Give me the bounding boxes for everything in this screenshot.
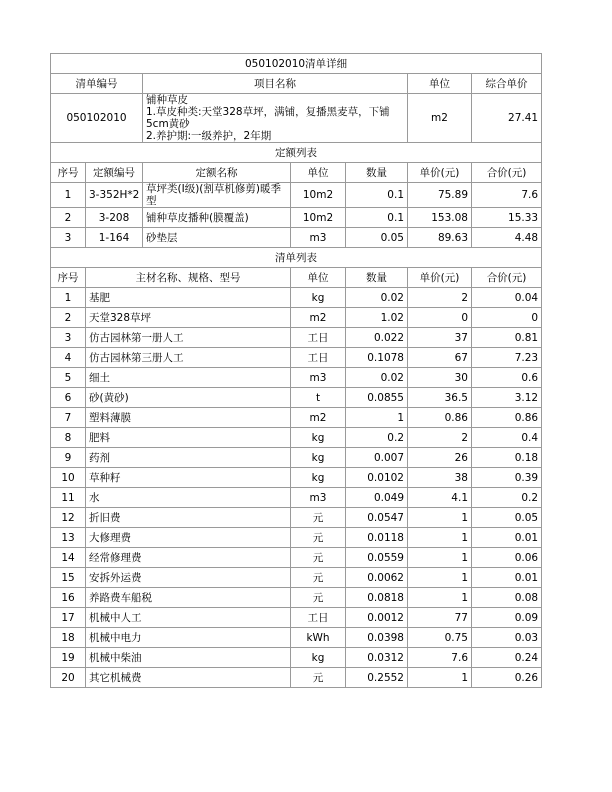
material-price: 1 [408,548,472,568]
quota-no: 1 [51,183,86,208]
material-no: 9 [51,448,86,468]
quota-total: 7.6 [472,183,542,208]
material-row [51,548,542,568]
material-total: 0.39 [472,468,542,488]
quota-no-header: 序号 [51,163,86,183]
material-name: 机械中柴油 [86,648,291,668]
material-price: 2 [408,288,472,308]
quota-name: 砂垫层 [143,228,291,248]
quota-total: 15.33 [472,208,542,228]
quota-code: 3-208 [86,208,143,228]
material-unit: 工日 [291,348,346,368]
bill-name-line: 2.养护期:一级养护，2年期 [146,130,272,142]
material-unit: t [291,388,346,408]
material-name: 大修理费 [86,528,291,548]
material-unit: 元 [291,668,346,688]
material-name: 草种籽 [86,468,291,488]
material-price: 77 [408,608,472,628]
material-no: 15 [51,568,86,588]
material-qty-header: 数量 [346,268,408,288]
material-name: 基肥 [86,288,291,308]
material-unit: m2 [291,408,346,428]
material-unit: kg [291,428,346,448]
material-row [51,608,542,628]
material-total: 0.18 [472,448,542,468]
material-unit: 工日 [291,328,346,348]
material-name-header: 主材名称、规格、型号 [86,268,291,288]
material-price: 4.1 [408,488,472,508]
material-name: 仿古园林第三册人工 [86,348,291,368]
material-qty: 0.0855 [346,388,408,408]
bill-unit-header: 单位 [408,74,472,94]
material-name: 水 [86,488,291,508]
material-price: 30 [408,368,472,388]
quota-unit: 10m2 [291,183,346,208]
bill-name [143,94,408,143]
quota-qty: 0.1 [346,208,408,228]
material-total: 0.06 [472,548,542,568]
material-qty: 1 [346,408,408,428]
quota-qty-header: 数量 [346,163,408,183]
material-name: 机械中电力 [86,628,291,648]
material-total: 0.08 [472,588,542,608]
material-price: 67 [408,348,472,368]
material-total: 0.05 [472,508,542,528]
material-total: 3.12 [472,388,542,408]
material-rows [51,288,542,688]
material-row [51,308,542,328]
material-unit: 元 [291,588,346,608]
material-no: 10 [51,468,86,488]
material-total: 7.23 [472,348,542,368]
material-qty: 0.2552 [346,668,408,688]
material-no: 8 [51,428,86,448]
quota-price: 89.63 [408,228,472,248]
bill-header-row [51,74,542,94]
material-qty: 0.0312 [346,648,408,668]
material-section-row [51,248,542,268]
material-name: 折旧费 [86,508,291,528]
quota-code: 3-352H*2 [86,183,143,208]
material-total: 0.26 [472,668,542,688]
material-no: 11 [51,488,86,508]
material-unit: 元 [291,548,346,568]
quota-row [51,183,542,208]
bill-row [51,94,542,143]
quota-name-header: 定额名称 [143,163,291,183]
quota-qty: 0.05 [346,228,408,248]
material-qty: 0.1078 [346,348,408,368]
material-no: 18 [51,628,86,648]
material-total: 0.2 [472,488,542,508]
material-name: 其它机械费 [86,668,291,688]
quota-row [51,228,542,248]
material-name: 养路费车船税 [86,588,291,608]
material-total: 0.01 [472,568,542,588]
material-qty: 0.0102 [346,468,408,488]
quota-unit: m3 [291,228,346,248]
material-total: 0 [472,308,542,328]
material-qty: 0.0559 [346,548,408,568]
quota-code-header: 定额编号 [86,163,143,183]
material-price: 0.75 [408,628,472,648]
material-price: 0.86 [408,408,472,428]
quota-name: 草坪类(I级)(割草机修剪)暖季型 [143,183,291,208]
material-price: 37 [408,328,472,348]
material-no: 3 [51,328,86,348]
material-unit: kg [291,648,346,668]
material-section-title: 清单列表 [51,248,542,268]
material-name: 仿古园林第一册人工 [86,328,291,348]
material-no-header: 序号 [51,268,86,288]
material-total-header: 合价(元) [472,268,542,288]
material-row [51,668,542,688]
quota-unit-header: 单位 [291,163,346,183]
quota-no: 2 [51,208,86,228]
material-price: 7.6 [408,648,472,668]
bill-code-header: 清单编号 [51,74,143,94]
material-row [51,388,542,408]
quota-section-title: 定额列表 [51,143,542,163]
title-row [51,54,542,74]
material-unit: kWh [291,628,346,648]
material-no: 13 [51,528,86,548]
material-unit-header: 单位 [291,268,346,288]
material-row [51,628,542,648]
material-qty: 0.0398 [346,628,408,648]
bill-price-header: 综合单价 [472,74,542,94]
quota-price-header: 单价(元) [408,163,472,183]
material-qty: 0.0818 [346,588,408,608]
material-no: 1 [51,288,86,308]
material-no: 6 [51,388,86,408]
material-unit: kg [291,468,346,488]
quota-price: 75.89 [408,183,472,208]
material-name: 塑料薄膜 [86,408,291,428]
material-row [51,348,542,368]
material-unit: m3 [291,488,346,508]
material-row [51,448,542,468]
material-qty: 0.022 [346,328,408,348]
material-row [51,488,542,508]
material-total: 0.81 [472,328,542,348]
material-qty: 0.02 [346,368,408,388]
quota-name: 铺种草皮播种(膜覆盖) [143,208,291,228]
material-row [51,328,542,348]
material-qty: 0.0547 [346,508,408,528]
quota-section-row [51,143,542,163]
material-total: 0.09 [472,608,542,628]
material-qty: 0.2 [346,428,408,448]
material-no: 2 [51,308,86,328]
material-qty: 0.02 [346,288,408,308]
material-name: 细土 [86,368,291,388]
material-no: 14 [51,548,86,568]
material-price-header: 单价(元) [408,268,472,288]
material-price: 36.5 [408,388,472,408]
material-unit: m3 [291,368,346,388]
material-name: 经常修理费 [86,548,291,568]
bill-detail-table [50,53,542,688]
material-price: 1 [408,528,472,548]
material-no: 20 [51,668,86,688]
quota-price: 153.08 [408,208,472,228]
material-name: 机械中人工 [86,608,291,628]
material-unit: 元 [291,568,346,588]
quota-header-row [51,163,542,183]
material-price: 1 [408,568,472,588]
material-qty: 0.0118 [346,528,408,548]
bill-unit: m2 [408,94,472,143]
material-no: 4 [51,348,86,368]
material-no: 19 [51,648,86,668]
material-unit: 工日 [291,608,346,628]
quota-unit: 10m2 [291,208,346,228]
material-total: 0.04 [472,288,542,308]
quota-total: 4.48 [472,228,542,248]
material-price: 2 [408,428,472,448]
material-name: 安拆外运费 [86,568,291,588]
material-total: 0.03 [472,628,542,648]
material-qty: 1.02 [346,308,408,328]
material-unit: 元 [291,508,346,528]
material-price: 26 [408,448,472,468]
material-qty: 0.007 [346,448,408,468]
material-row [51,568,542,588]
material-unit: 元 [291,528,346,548]
material-total: 0.4 [472,428,542,448]
material-name: 天堂328草坪 [86,308,291,328]
material-row [51,468,542,488]
material-unit: kg [291,448,346,468]
material-total: 0.86 [472,408,542,428]
material-row [51,648,542,668]
bill-name-line: 铺种草皮 [146,94,188,106]
quota-no: 3 [51,228,86,248]
material-price: 1 [408,668,472,688]
bill-name-line: 1.草皮种类:天堂328草坪，满铺，复播黑麦草，下铺5cm黄砂 [146,106,390,130]
material-row [51,528,542,548]
material-price: 0 [408,308,472,328]
material-no: 17 [51,608,86,628]
quota-row [51,208,542,228]
material-no: 5 [51,368,86,388]
quota-qty: 0.1 [346,183,408,208]
material-row [51,288,542,308]
material-qty: 0.049 [346,488,408,508]
material-no: 7 [51,408,86,428]
material-row [51,588,542,608]
bill-code: 050102010 [51,94,143,143]
material-unit: m2 [291,308,346,328]
material-row [51,508,542,528]
material-total: 0.01 [472,528,542,548]
material-price: 1 [408,588,472,608]
quota-total-header: 合价(元) [472,163,542,183]
quota-code: 1-164 [86,228,143,248]
material-price: 1 [408,508,472,528]
material-no: 16 [51,588,86,608]
material-qty: 0.0012 [346,608,408,628]
page-title: 050102010清单详细 [51,54,542,74]
material-no: 12 [51,508,86,528]
material-name: 药剂 [86,448,291,468]
bill-price: 27.41 [472,94,542,143]
material-header-row [51,268,542,288]
bill-name-header: 项目名称 [143,74,408,94]
material-row [51,408,542,428]
material-total: 0.6 [472,368,542,388]
material-name: 肥料 [86,428,291,448]
material-unit: kg [291,288,346,308]
material-row [51,428,542,448]
material-qty: 0.0062 [346,568,408,588]
material-price: 38 [408,468,472,488]
material-name: 砂(黄砂) [86,388,291,408]
material-total: 0.24 [472,648,542,668]
material-row [51,368,542,388]
